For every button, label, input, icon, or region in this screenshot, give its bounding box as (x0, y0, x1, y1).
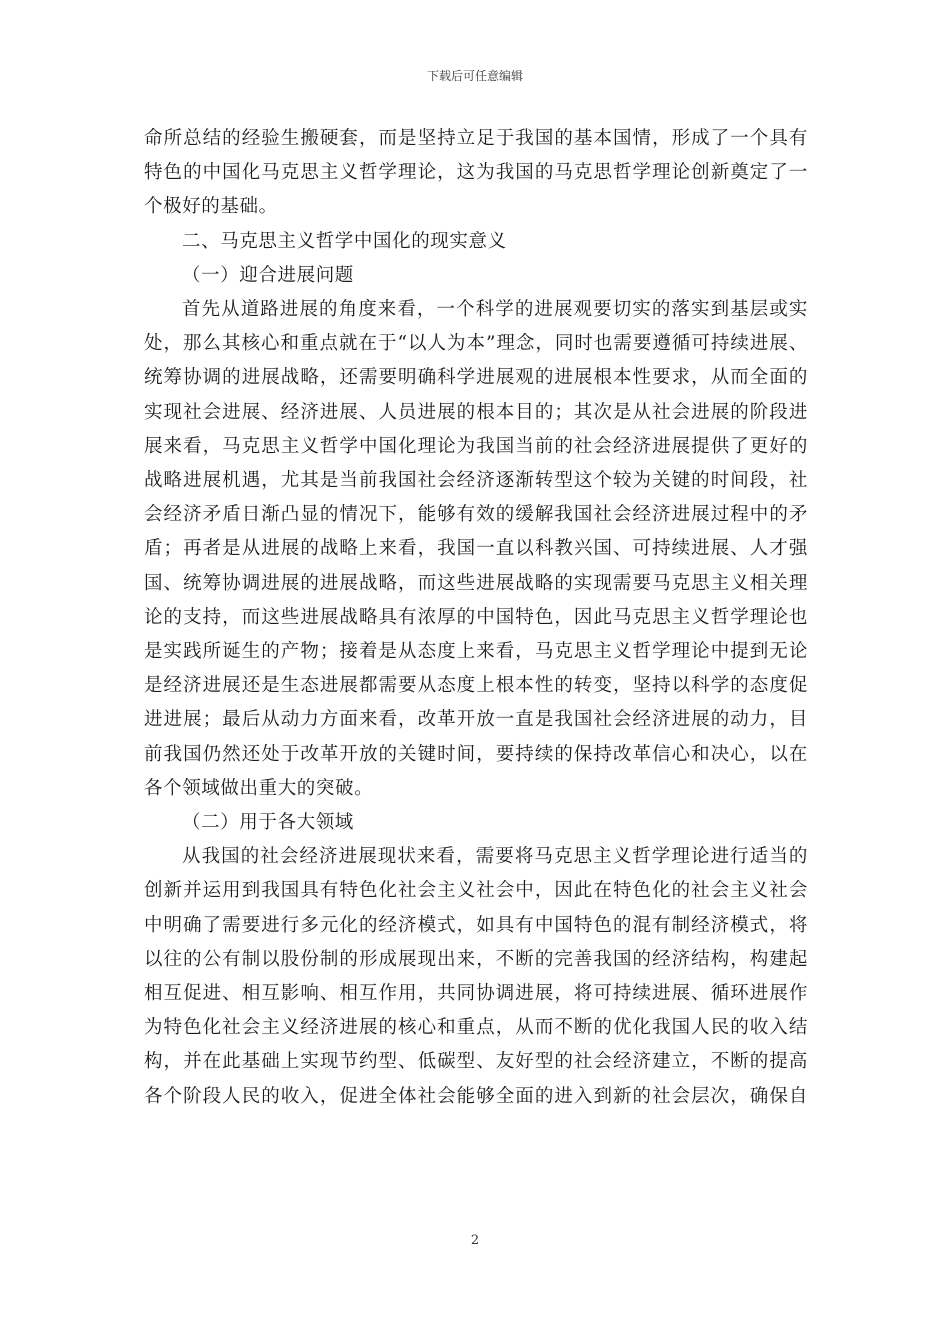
paragraph-fields: 从我国的社会经济进展现状来看，需要将马克思主义哲学理论进行适当的创新并运用到我国具有特色化社会主义社会中，因此在特色化的社会主义社会中明确了需要进行多元化的经济模式，如具有中国特色的混有制经济模式，将以往的公有制以股份制的形成展现出来，不断的完善我国的经济结构，构建起相互促进、相互影响、相互作用，共同协调进展，将可持续进展、循环进展作为特色化社会主义经济进展的核心和重点，从而不断的优化我国人民的收入结构，并在此基础上实现节约型、低碳型、友好型的社会经济建立，不断的提高各个阶段人民的收入，促进全体社会能够全面的进入到新的社会层次，确保自 (144, 846, 808, 1107)
paragraph-continuation: 命所总结的经验生搬硬套，而是坚持立足于我国的基本国情，形成了一个具有特色的中国化马克思主义哲学理论，这为我国的马克思哲学理论创新奠定了一个极好的基础。 (144, 128, 808, 218)
subsection-heading-2: （二）用于各大领域 (182, 812, 354, 834)
page-number: 2 (470, 1233, 480, 1248)
paragraph-development: 首先从道路进展的角度来看，一个科学的进展观要切实的落实到基层或实处，那么其核心和重点就在于“以人为本”理念，同时也需要遵循可持续进展、统筹协调的进展战略，还需要明确科学进展观的进展根本性要求，从而全面的实现社会进展、经济进展、人员进展的根本目的；其次是从社会进展的阶段进展来看，马克思主义哲学中国化理论为我国当前的社会经济进展提供了更好的战略进展机遇，尤其是当前我国社会经济逐渐转型这个较为关键的时间段，社会经济矛盾日渐凸显的情况下，能够有效的缓解我国社会经济进展过程中的矛盾；再者是从进展的战略上来看，我国一直以科教兴国、可持续进展、人才强国、统筹协调进展的进展战略，而这些进展战略的实现需要马克思主义相关理论的支持，而这些进展战略具有浓厚的中国特色，因此马克思主义哲学理论也是实践所诞生的产物；接着是从态度上来看，马克思主义哲学理论中提到无论是经济进展还是生态进展都需要从态度上根本性的转变，坚持以科学的态度促进进展；最后从动力方面来看，改革开放一直是我国社会经济进展的动力，目前我国仍然还处于改革开放的关键时间，要持续的保持改革信心和决心，以在各个领域做出重大的突破。 (144, 299, 808, 799)
subsection-heading-1: （一）迎合进展问题 (182, 264, 354, 286)
section-heading: 二、马克思主义哲学中国化的现实意义 (182, 230, 507, 252)
document-body (144, 122, 808, 1114)
page-header: 下载后可任意编辑 (426, 69, 523, 83)
